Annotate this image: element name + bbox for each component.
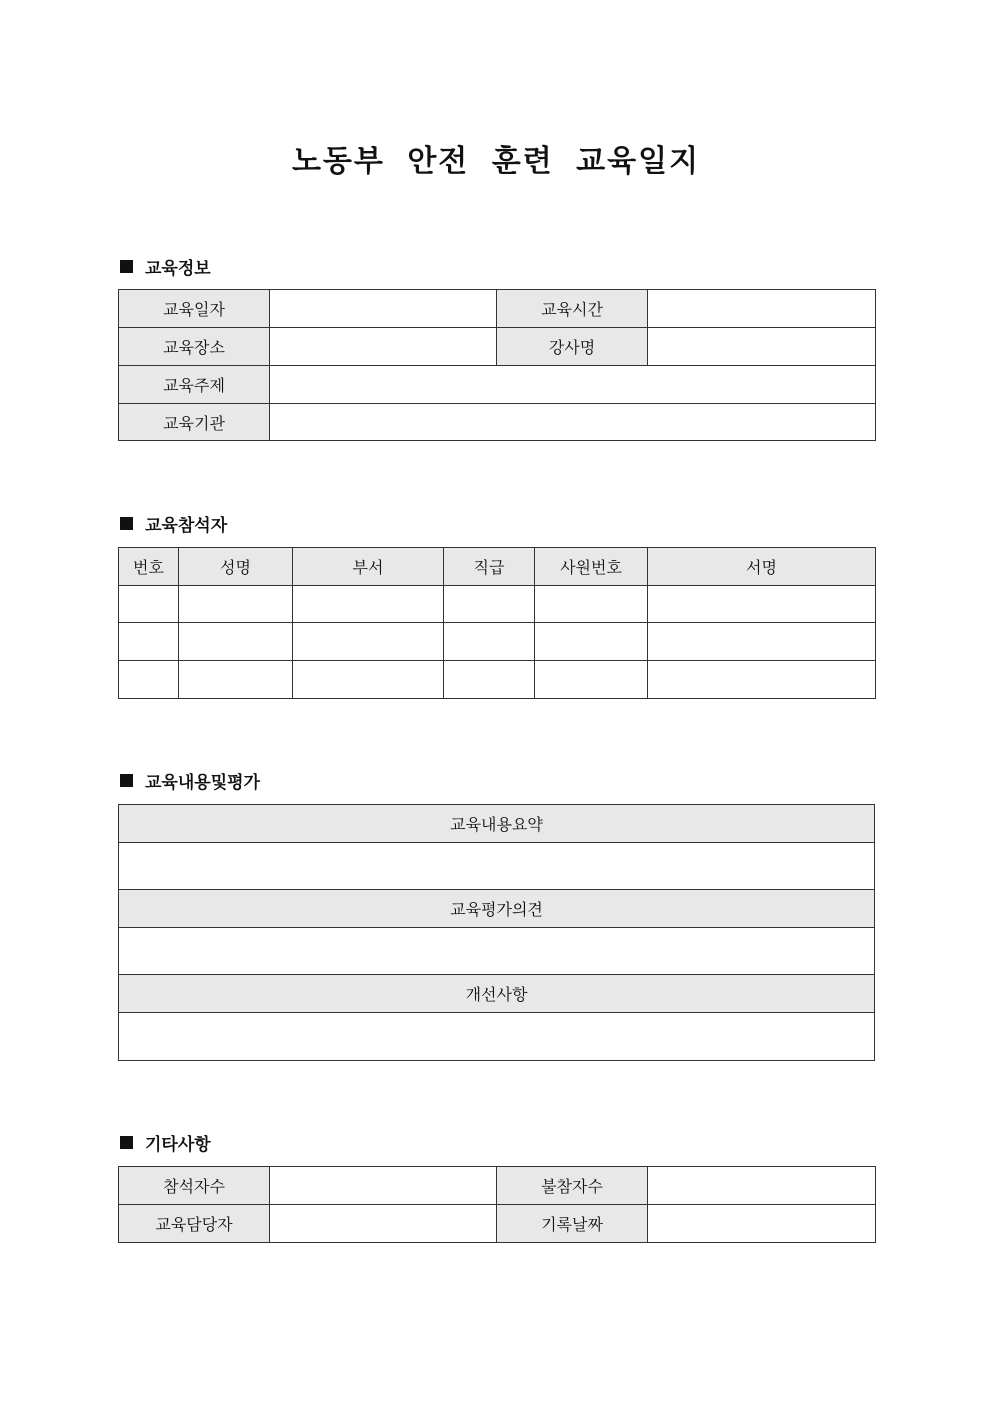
table-row bbox=[119, 661, 876, 699]
info-date-label: 교육일자 bbox=[119, 290, 270, 328]
info-time-field[interactable] bbox=[648, 290, 876, 328]
content-summary-header: 교육내용요약 bbox=[119, 805, 875, 843]
attendees-header-name: 성명 bbox=[179, 548, 293, 586]
table-row bbox=[119, 586, 876, 623]
other-record-date-field[interactable] bbox=[648, 1205, 876, 1243]
section-heading-content bbox=[120, 768, 260, 793]
info-date-field[interactable] bbox=[270, 290, 497, 328]
info-time-label: 교육시간 bbox=[497, 290, 648, 328]
other-absent-count-label: 불참자수 bbox=[497, 1167, 648, 1205]
attendee-signature-cell[interactable] bbox=[648, 586, 876, 623]
content-improvement-header: 개선사항 bbox=[119, 975, 875, 1013]
attendee-rank-cell[interactable] bbox=[444, 586, 535, 623]
attendee-number-cell[interactable] bbox=[119, 586, 179, 623]
attendees-header-department: 부서 bbox=[293, 548, 444, 586]
other-attend-count-label: 참석자수 bbox=[119, 1167, 270, 1205]
info-instructor-label: 강사명 bbox=[497, 328, 648, 366]
other-manager-label: 교육담당자 bbox=[119, 1205, 270, 1243]
section-heading-label: 교육정보 bbox=[145, 259, 211, 279]
content-summary-field[interactable] bbox=[119, 843, 875, 890]
attendee-signature-cell[interactable] bbox=[648, 623, 876, 661]
info-agency-label: 교육기관 bbox=[119, 404, 270, 441]
attendees-header-employee-id: 사원번호 bbox=[535, 548, 648, 586]
section-heading-label: 교육내용및평가 bbox=[145, 773, 260, 793]
attendee-department-cell[interactable] bbox=[293, 586, 444, 623]
content-evaluation-header: 교육평가의견 bbox=[119, 890, 875, 928]
square-bullet-icon bbox=[120, 774, 133, 787]
attendee-employee-id-cell[interactable] bbox=[535, 586, 648, 623]
other-manager-field[interactable] bbox=[270, 1205, 497, 1243]
attendee-number-cell[interactable] bbox=[119, 661, 179, 699]
square-bullet-icon bbox=[120, 1136, 133, 1149]
attendee-rank-cell[interactable] bbox=[444, 623, 535, 661]
square-bullet-icon bbox=[120, 517, 133, 530]
info-table bbox=[118, 289, 876, 441]
attendee-name-cell[interactable] bbox=[179, 586, 293, 623]
attendees-header-rank: 직급 bbox=[444, 548, 535, 586]
section-heading-label: 교육참석자 bbox=[145, 516, 228, 536]
other-record-date-label: 기록날짜 bbox=[497, 1205, 648, 1243]
info-topic-label: 교육주제 bbox=[119, 366, 270, 404]
other-table bbox=[118, 1166, 876, 1243]
attendee-employee-id-cell[interactable] bbox=[535, 623, 648, 661]
section-heading-attendees bbox=[120, 511, 227, 536]
attendee-name-cell[interactable] bbox=[179, 623, 293, 661]
content-improvement-field[interactable] bbox=[119, 1013, 875, 1061]
attendees-header-number: 번호 bbox=[119, 548, 179, 586]
attendee-department-cell[interactable] bbox=[293, 661, 444, 699]
section-heading-label: 기타사항 bbox=[145, 1135, 211, 1155]
other-absent-count-field[interactable] bbox=[648, 1167, 876, 1205]
attendees-table bbox=[118, 547, 876, 699]
square-bullet-icon bbox=[120, 260, 133, 273]
content-table bbox=[118, 804, 875, 1061]
other-attend-count-field[interactable] bbox=[270, 1167, 497, 1205]
attendee-employee-id-cell[interactable] bbox=[535, 661, 648, 699]
content-evaluation-field[interactable] bbox=[119, 928, 875, 975]
info-agency-field[interactable] bbox=[270, 404, 876, 441]
attendee-department-cell[interactable] bbox=[293, 623, 444, 661]
attendee-rank-cell[interactable] bbox=[444, 661, 535, 699]
info-place-field[interactable] bbox=[270, 328, 497, 366]
section-heading-other bbox=[120, 1130, 211, 1155]
attendee-number-cell[interactable] bbox=[119, 623, 179, 661]
table-row bbox=[119, 623, 876, 661]
document-title: 노동부 안전 훈련 교육일지 bbox=[291, 144, 701, 179]
section-heading-info bbox=[120, 254, 211, 279]
info-topic-field[interactable] bbox=[270, 366, 876, 404]
attendees-header-signature: 서명 bbox=[648, 548, 876, 586]
attendee-name-cell[interactable] bbox=[179, 661, 293, 699]
info-place-label: 교육장소 bbox=[119, 328, 270, 366]
attendee-signature-cell[interactable] bbox=[648, 661, 876, 699]
info-instructor-field[interactable] bbox=[648, 328, 876, 366]
